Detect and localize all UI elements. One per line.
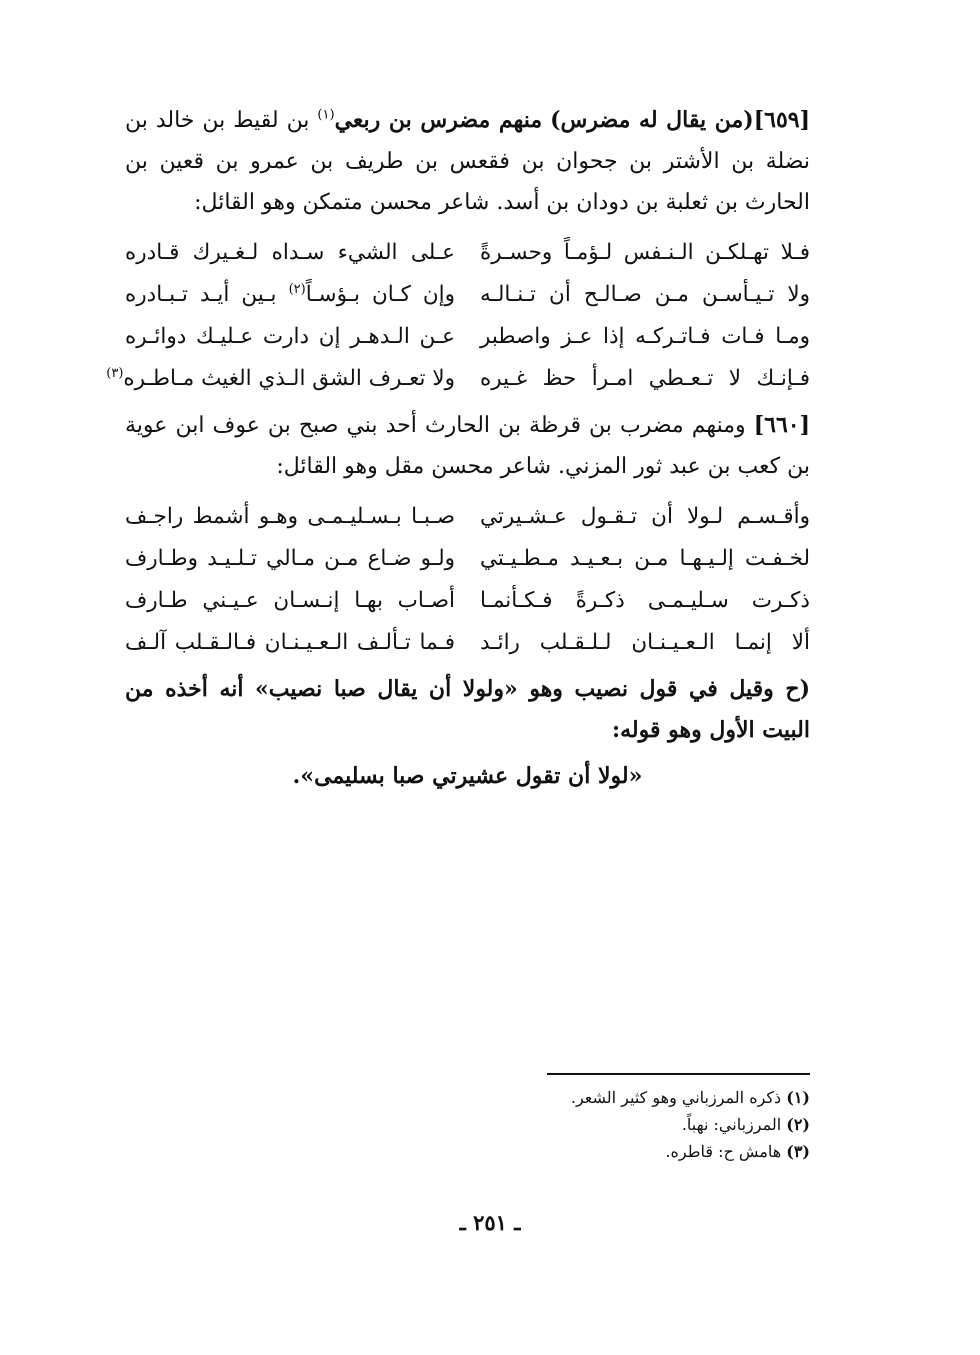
footnote-number: (١) xyxy=(786,1088,810,1107)
entry-659 xyxy=(125,100,810,223)
hemistich-first: لخـفـت إلـيـهـا مـن بـعـيـد مـطـيـتي xyxy=(480,545,810,571)
verse xyxy=(125,315,810,357)
hemistich-second: صـبـا بـسـليـمـى وهـو أشمط راجـف xyxy=(125,503,455,529)
hemistich-first: فـإنـك لا تـعـطي امـرأ حظ غـيره xyxy=(480,365,810,391)
entry-text: منهم مضرس بن ربعي xyxy=(334,107,543,133)
footnote-ref: (١) xyxy=(317,107,335,123)
entry-heading: (من يقال له مضرس) xyxy=(550,107,754,133)
poem-1 xyxy=(106,231,810,399)
main-text xyxy=(106,100,810,789)
footnote-number: (٣) xyxy=(786,1142,810,1161)
hemistich-text: ولا تعـرف الشق الـذي الغيث مـاطـره xyxy=(123,365,455,391)
entry-number: [٦٦٠] xyxy=(753,412,810,438)
hemistich-second: عـلى الشيء سـداه لـغـيرك قـادره xyxy=(125,239,455,265)
verse xyxy=(125,273,810,315)
entry-text: ومنهم مضرب بن قرظة بن الحارث أحد بني صبح بن عوف ابن عوية بن كعب بن عبد ثور المزني. شاعر محسن مقل وهو القائل: xyxy=(125,413,810,479)
footnote-ref: (٣) xyxy=(106,365,124,381)
hemistich-first: وأقـسـم لـولا أن تـقـول عـشـيرتي xyxy=(480,503,810,529)
footnote xyxy=(490,1111,810,1138)
hemistich-second xyxy=(106,365,455,391)
footnote-ref: (٢) xyxy=(288,281,306,297)
hemistich-text: وإن كـان بـؤسـاً xyxy=(305,281,455,307)
entry-text: بن لقيط بن خالد بن نضلة بن الأشتر بن جحوان بن فقعس بن طريف بن عمرو بن قعين بن الحارث بن ثعلبة بن دودان بن أسد. شاعر محسن متمكن وهو القائل: xyxy=(125,108,810,215)
footnote-text: هامش ح: قاطره. xyxy=(665,1142,782,1161)
footnote-text: ذكره المرزباني وهو كثير الشعر. xyxy=(570,1088,782,1107)
hemistich-second: فـما تـألـف الـعـيـنـان فـالـقـلب آلـف xyxy=(125,629,455,655)
entry-number: [٦٥٩] xyxy=(753,107,810,133)
hemistich-second xyxy=(125,282,455,307)
verse xyxy=(125,537,810,579)
hemistich-first: ألا إنمـا الـعـيـنـان لـلـقـلب رائـد xyxy=(480,629,810,655)
hemistich-text: بـين أيـد تـبـادره xyxy=(125,281,277,307)
hemistich-first: ذكـرت سـليـمـى ذكـرةً فـكـأنمـا xyxy=(480,587,810,613)
verse xyxy=(125,231,810,273)
hemistich-first: فـلا تهـلكـن الـنـفس لـؤمـاً وحسـرةً xyxy=(480,239,810,265)
footnote-number: (٢) xyxy=(786,1115,810,1134)
poem-2 xyxy=(125,495,810,663)
verse xyxy=(106,357,810,399)
hemistich-first: ولا تـيـأسـن مـن صـالـح أن تـنـالـه xyxy=(480,281,810,307)
quoted-verse: «لولا أن تقول عشيرتي صبا بسليمى». xyxy=(292,763,643,789)
footnotes xyxy=(490,1084,810,1165)
verse xyxy=(125,621,810,663)
hemistich-second: عـن الـدهـر إن دارت عـليـك دوائـره xyxy=(125,323,455,349)
footnote xyxy=(490,1084,810,1111)
verse xyxy=(125,495,810,537)
footnote xyxy=(490,1138,810,1165)
footnote-divider xyxy=(547,1073,810,1075)
page-number: ـ ٢٥١ ـ xyxy=(459,1210,521,1235)
entry-660 xyxy=(125,405,810,487)
footnote-text: المرزباني: نهباً. xyxy=(681,1115,782,1134)
hemistich-second: ولـو ضـاع مـن مـالي تـلـيـد وطـارف xyxy=(125,545,455,571)
verse xyxy=(125,579,810,621)
hemistich-second: أصـاب بهـا إنـسـان عـيـني طـارف xyxy=(125,587,455,613)
hemistich-first: ومـا فـات فـاتـركـه إذا عـز واصطبر xyxy=(480,323,810,349)
commentary: (ح وقيل في قول نصيب وهو «ولولا أن يقال صبا نصيب» أنه أخذه من البيت الأول وهو قوله: xyxy=(125,676,810,743)
